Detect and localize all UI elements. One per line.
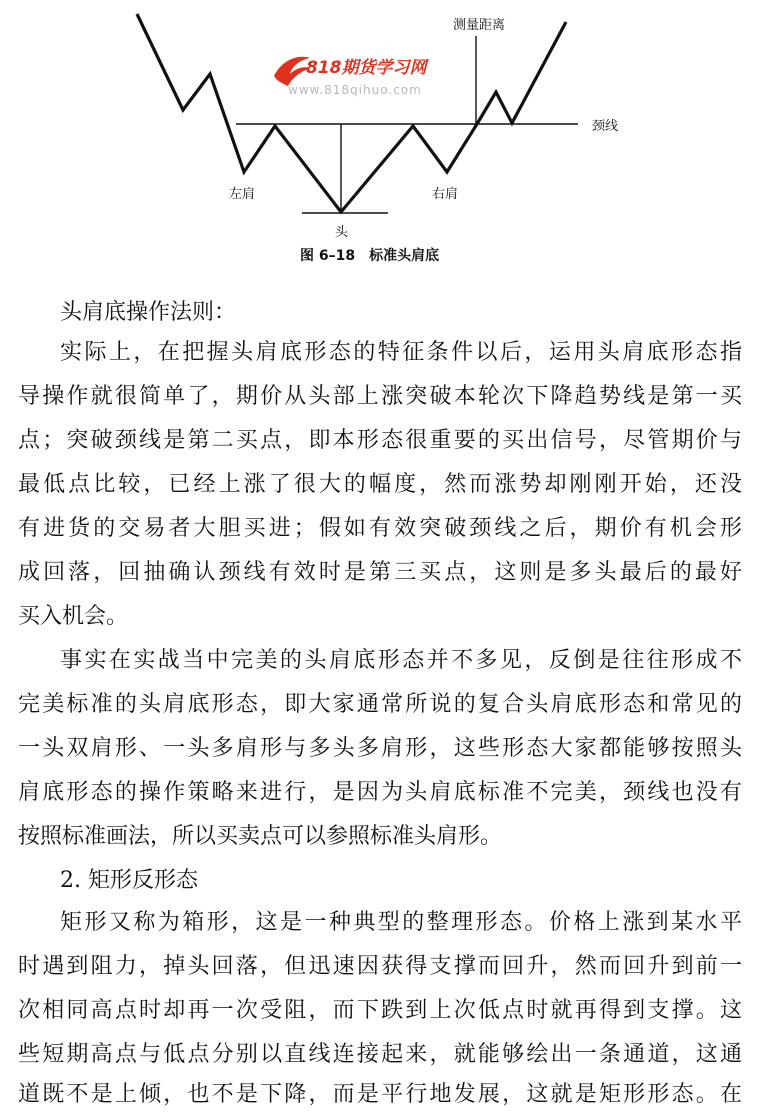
p2-line: 按照标准画法，所以买卖点可以参照标准头肩形。 (18, 824, 503, 849)
watermark-brand: 818期货学习网 (306, 58, 427, 78)
price-path (137, 14, 566, 212)
p3-line: 些短期高点与低点分别以直线连接起来，就能够绘出一条通道，这通 (18, 1042, 742, 1067)
p2-line: 一头双肩形、一头多肩形与多头多肩形，这些形态大家都能够按照头 (18, 736, 742, 761)
watermark-logo (274, 57, 429, 97)
figure-caption: 图 6–18 标准头肩底 (300, 248, 440, 264)
label-measure-distance: 测量距离 (453, 18, 506, 33)
label-neckline: 颈线 (592, 119, 619, 134)
p3-line: 道既不是上倾，也不是下降，而是平行地发展，这就是矩形形态。在 (18, 1082, 742, 1107)
heading-rules: 头肩底操作法则： (60, 300, 237, 325)
p3-line: 次相同高点时却再一次受阻，而下跌到上次低点时就再得到支撑。这 (18, 998, 742, 1023)
p1-line: 有进货的交易者大胆买进；假如有效突破颈线之后，期价有机会形 (18, 516, 742, 541)
p3-line: 矩形又称为箱形，这是一种典型的整理形态。价格上涨到某水平 (60, 910, 742, 935)
p1-line: 买入机会。 (18, 604, 129, 629)
p3-line: 时遇到阻力，掉头回落，但迅速因获得支撑而回升，然而回升到前一 (18, 954, 742, 979)
label-right-shoulder: 右肩 (432, 187, 459, 202)
heading-section-2: 2. 矩形反形态 (60, 868, 198, 893)
head-and-shoulders-bottom-figure (0, 0, 758, 270)
p2-line: 事实在实战当中完美的头肩底形态并不多见，反倒是往往形成不 (60, 648, 742, 673)
watermark-url: www.818qihuo.com (288, 83, 422, 97)
p2-line: 肩底形态的操作策略来进行，是因为头肩底标准不完美，颈线也没有 (18, 780, 742, 805)
flame-logo-icon (274, 57, 310, 86)
p1-line: 实际上，在把握头肩底形态的特征条件以后，运用头肩底形态指 (60, 340, 742, 365)
p2-line: 完美标准的头肩底形态，即大家通常所说的复合头肩底形态和常见的 (18, 692, 742, 717)
label-head: 头 (335, 225, 349, 240)
label-left-shoulder: 左肩 (229, 187, 256, 202)
p1-line: 最低点比较，已经上涨了很大的幅度，然而涨势却刚刚开始，还没 (18, 472, 742, 497)
p1-line: 点；突破颈线是第二买点，即本形态很重要的买出信号，尽管期价与 (18, 428, 742, 453)
p1-line: 成回落，回抽确认颈线有效时是第三买点，这则是多头最后的最好 (18, 560, 742, 585)
p1-line: 导操作就很简单了，期价从头部上涨突破本轮次下降趋势线是第一买 (18, 384, 742, 409)
